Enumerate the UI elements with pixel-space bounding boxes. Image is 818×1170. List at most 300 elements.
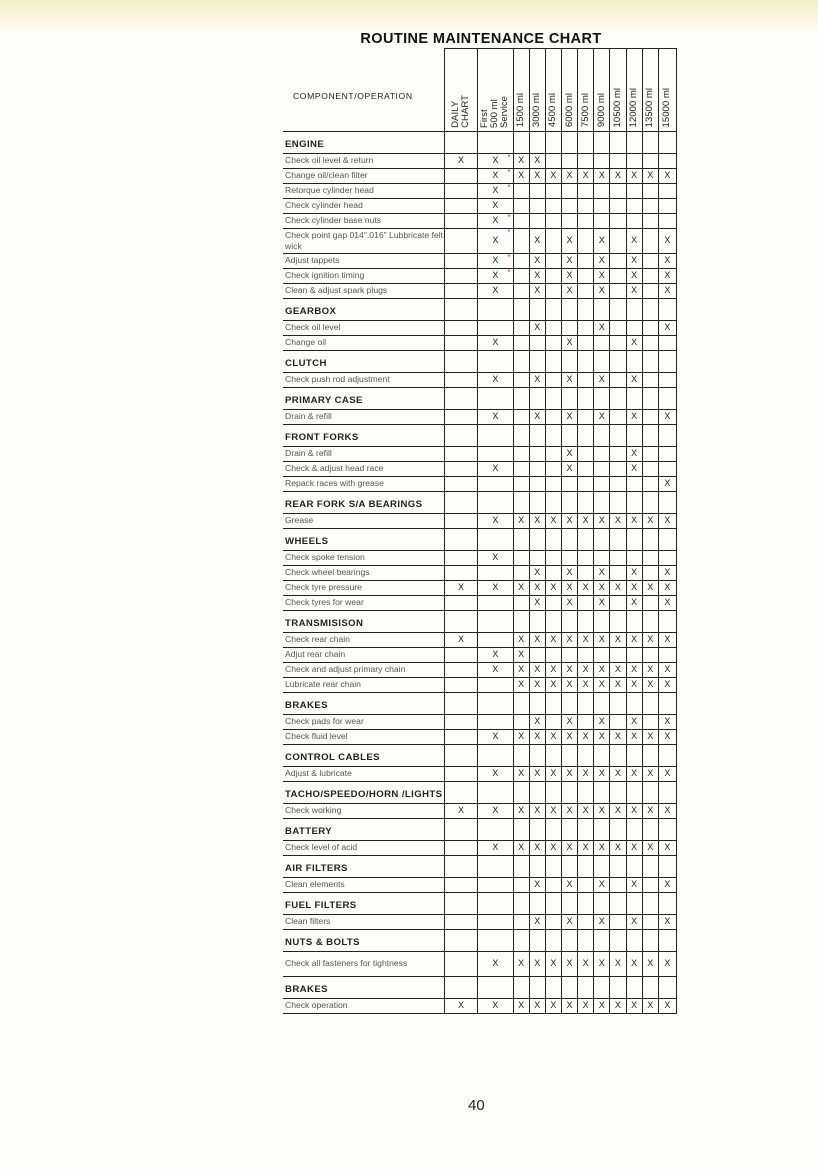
- interval-cell: [478, 283, 513, 298]
- grid-cell: [658, 610, 676, 632]
- interval-cell: [658, 168, 676, 183]
- interval-cell: [578, 372, 594, 387]
- interval-mark: X: [664, 634, 671, 644]
- interval-cell: [529, 803, 545, 818]
- grid-cell: [513, 692, 529, 714]
- interval-mark: X: [534, 731, 541, 741]
- grid-cell: [626, 892, 642, 914]
- interval-cell: [658, 647, 676, 662]
- interval-cell: [545, 714, 561, 729]
- interval-cell: [610, 840, 626, 855]
- interval-cell: [478, 168, 513, 183]
- grid-cell: [513, 855, 529, 877]
- grid-cell: [578, 298, 594, 320]
- grid-cell: [561, 692, 577, 714]
- interval-cell: [513, 677, 529, 692]
- interval-cell: [578, 951, 594, 976]
- interval-cell: [561, 268, 577, 283]
- grid-cell: [642, 424, 658, 446]
- interval-mark: X: [631, 634, 638, 644]
- col-header-3000: 3000 ml: [529, 49, 545, 132]
- interval-cell: [513, 409, 529, 424]
- interval-mark: X: [664, 842, 671, 852]
- grid-cell: [513, 744, 529, 766]
- section-header-row: [283, 424, 677, 446]
- interval-cell: [610, 513, 626, 528]
- interval-mark: X: [458, 155, 465, 165]
- operation-label: Check wheel bearings: [283, 565, 444, 580]
- interval-cell: [594, 153, 610, 168]
- interval-cell: [578, 153, 594, 168]
- interval-cell: [658, 803, 676, 818]
- section-heading: GEARBOX: [283, 298, 444, 320]
- interval-cell: [642, 647, 658, 662]
- interval-cell: [642, 677, 658, 692]
- grid-cell: [642, 929, 658, 951]
- interval-cell: [578, 714, 594, 729]
- interval-cell: [529, 268, 545, 283]
- interval-mark: X: [647, 731, 654, 741]
- interval-cell: [513, 213, 529, 228]
- grid-cell: [658, 424, 676, 446]
- interval-cell: [561, 283, 577, 298]
- interval-mark: X: [631, 916, 638, 926]
- interval-mark: X: [664, 170, 671, 180]
- interval-mark: X: [534, 664, 541, 674]
- interval-mark: X: [631, 768, 638, 778]
- operation-label: Lubricate rear chain: [283, 677, 444, 692]
- interval-cell: [478, 335, 513, 350]
- grid-cell: [444, 131, 477, 153]
- interval-cell: [642, 213, 658, 228]
- grid-cell: [513, 929, 529, 951]
- interval-cell: [658, 513, 676, 528]
- interval-cell: [478, 662, 513, 677]
- grid-cell: [594, 298, 610, 320]
- section-header-row: [283, 976, 677, 998]
- interval-mark: X: [534, 270, 541, 280]
- grid-cell: [658, 350, 676, 372]
- table-row: [283, 840, 677, 855]
- interval-cell: [642, 632, 658, 647]
- interval-mark: X: [631, 879, 638, 889]
- interval-cell: [513, 595, 529, 610]
- table-row: [283, 632, 677, 647]
- col-header-6000: 6000 ml: [561, 49, 577, 132]
- section-header-row: [283, 744, 677, 766]
- interval-cell: [444, 595, 477, 610]
- table-row: [283, 662, 677, 677]
- interval-mark: X: [647, 664, 654, 674]
- grid-cell: [578, 818, 594, 840]
- interval-cell: [444, 550, 477, 565]
- interval-mark: X: [664, 768, 671, 778]
- interval-cell: [444, 662, 477, 677]
- interval-cell: [513, 253, 529, 268]
- interval-cell: [642, 446, 658, 461]
- interval-mark: X: [664, 679, 671, 689]
- table-row: [283, 729, 677, 744]
- grid-cell: [610, 298, 626, 320]
- interval-cell: [529, 213, 545, 228]
- interval-cell: [561, 183, 577, 198]
- grid-cell: [529, 692, 545, 714]
- interval-cell: [478, 840, 513, 855]
- interval-cell: [529, 283, 545, 298]
- interval-cell: [594, 268, 610, 283]
- interval-mark: X: [534, 768, 541, 778]
- grid-cell: [513, 387, 529, 409]
- grid-cell: [545, 610, 561, 632]
- interval-mark: X: [631, 1000, 638, 1010]
- interval-cell: [626, 228, 642, 253]
- interval-cell: [529, 677, 545, 692]
- table-row: [283, 513, 677, 528]
- interval-cell: [594, 595, 610, 610]
- interval-cell: [642, 198, 658, 213]
- grid-cell: [594, 424, 610, 446]
- interval-cell: [478, 580, 513, 595]
- interval-cell: [594, 951, 610, 976]
- operation-label: Clean filters: [283, 914, 444, 929]
- interval-cell: [545, 268, 561, 283]
- interval-mark: X: [664, 478, 671, 488]
- interval-cell: [626, 253, 642, 268]
- grid-cell: [529, 781, 545, 803]
- interval-cell: [642, 461, 658, 476]
- grid-cell: [610, 610, 626, 632]
- interval-cell: [594, 409, 610, 424]
- interval-cell: [513, 877, 529, 892]
- interval-cell: [658, 461, 676, 476]
- grid-cell: [626, 744, 642, 766]
- interval-cell: [578, 914, 594, 929]
- grid-cell: [561, 855, 577, 877]
- interval-mark: X: [598, 716, 605, 726]
- interval-cell: [658, 677, 676, 692]
- interval-cell: [610, 253, 626, 268]
- interval-cell: [642, 877, 658, 892]
- chart-title: ROUTINE MAINTENANCE CHART: [360, 31, 602, 47]
- interval-cell: [561, 914, 577, 929]
- grid-cell: [642, 298, 658, 320]
- interval-cell: [529, 335, 545, 350]
- interval-mark: X: [582, 1000, 589, 1010]
- section-header-row: [283, 892, 677, 914]
- interval-cell: [626, 632, 642, 647]
- interval-mark: X: [647, 1000, 654, 1010]
- asterisk-mark: *: [507, 152, 511, 162]
- interval-mark: X: [492, 805, 499, 815]
- interval-cell: [561, 632, 577, 647]
- asterisk-mark: *: [507, 252, 511, 262]
- interval-cell: [545, 677, 561, 692]
- interval-mark: X: [664, 664, 671, 674]
- interval-mark: X: [518, 842, 525, 852]
- interval-cell: [594, 632, 610, 647]
- interval-mark: X: [664, 235, 671, 245]
- interval-mark: X: [631, 567, 638, 577]
- table-row: [283, 283, 677, 298]
- interval-cell: [578, 268, 594, 283]
- interval-mark: X: [614, 768, 621, 778]
- grid-cell: [444, 976, 477, 998]
- interval-mark: X: [631, 842, 638, 852]
- interval-cell: [610, 662, 626, 677]
- grid-cell: [561, 387, 577, 409]
- interval-cell: [658, 446, 676, 461]
- interval-cell: [642, 803, 658, 818]
- grid-cell: [561, 892, 577, 914]
- interval-cell: [478, 213, 513, 228]
- section-heading: ENGINE: [283, 131, 444, 153]
- interval-mark: X: [518, 634, 525, 644]
- interval-cell: [561, 677, 577, 692]
- interval-cell: [626, 213, 642, 228]
- interval-cell: [478, 409, 513, 424]
- interval-cell: [594, 803, 610, 818]
- grid-cell: [561, 491, 577, 513]
- interval-cell: [561, 320, 577, 335]
- interval-cell: [594, 461, 610, 476]
- grid-cell: [658, 387, 676, 409]
- interval-cell: [626, 677, 642, 692]
- interval-mark: X: [631, 463, 638, 473]
- interval-mark: X: [598, 768, 605, 778]
- interval-mark: X: [566, 515, 573, 525]
- interval-cell: [578, 198, 594, 213]
- interval-mark: X: [566, 337, 573, 347]
- interval-cell: [478, 476, 513, 491]
- interval-cell: [578, 168, 594, 183]
- grid-cell: [626, 929, 642, 951]
- interval-mark: X: [631, 716, 638, 726]
- interval-cell: [594, 662, 610, 677]
- grid-cell: [561, 610, 577, 632]
- interval-cell: [658, 914, 676, 929]
- section-heading: BATTERY: [283, 818, 444, 840]
- interval-cell: [642, 168, 658, 183]
- interval-cell: [594, 565, 610, 580]
- interval-mark: X: [582, 842, 589, 852]
- interval-cell: [478, 565, 513, 580]
- interval-cell: [513, 840, 529, 855]
- interval-cell: [545, 550, 561, 565]
- grid-cell: [594, 818, 610, 840]
- asterisk-mark: *: [507, 167, 511, 177]
- grid-cell: [578, 892, 594, 914]
- interval-mark: X: [614, 634, 621, 644]
- interval-cell: [444, 283, 477, 298]
- interval-mark: X: [566, 842, 573, 852]
- grid-cell: [529, 744, 545, 766]
- interval-cell: [610, 461, 626, 476]
- interval-cell: [561, 372, 577, 387]
- interval-mark: X: [492, 731, 499, 741]
- interval-cell: [513, 580, 529, 595]
- interval-mark: X: [647, 634, 654, 644]
- maintenance-chart: [283, 48, 677, 1066]
- interval-mark: X: [534, 958, 541, 968]
- interval-mark: X: [582, 664, 589, 674]
- interval-cell: [478, 647, 513, 662]
- interval-cell: [658, 714, 676, 729]
- grid-cell: [610, 929, 626, 951]
- grid-cell: [561, 976, 577, 998]
- interval-cell: [444, 253, 477, 268]
- interval-cell: [478, 198, 513, 213]
- section-header-row: [283, 781, 677, 803]
- interval-cell: [642, 335, 658, 350]
- interval-cell: [594, 372, 610, 387]
- grid-cell: [658, 818, 676, 840]
- interval-mark: X: [492, 270, 499, 280]
- interval-mark: X: [598, 597, 605, 607]
- interval-mark: X: [518, 664, 525, 674]
- interval-cell: [545, 729, 561, 744]
- interval-cell: [610, 580, 626, 595]
- interval-cell: [444, 714, 477, 729]
- interval-mark: X: [518, 805, 525, 815]
- interval-cell: [626, 729, 642, 744]
- interval-cell: [561, 198, 577, 213]
- interval-cell: [658, 372, 676, 387]
- interval-cell: [561, 565, 577, 580]
- col-header-first-service: First 500 ml Service: [478, 49, 513, 132]
- interval-cell: [658, 580, 676, 595]
- interval-cell: [478, 268, 513, 283]
- interval-cell: [444, 840, 477, 855]
- interval-cell: [642, 283, 658, 298]
- operation-label: Clean & adjust spark plugs: [283, 283, 444, 298]
- table-row: [283, 580, 677, 595]
- interval-cell: [658, 198, 676, 213]
- interval-cell: [513, 183, 529, 198]
- interval-mark: X: [534, 255, 541, 265]
- interval-cell: [529, 372, 545, 387]
- interval-mark: X: [664, 582, 671, 592]
- interval-cell: [610, 565, 626, 580]
- grid-cell: [626, 692, 642, 714]
- table-row: [283, 550, 677, 565]
- interval-mark: X: [492, 374, 499, 384]
- interval-cell: [444, 914, 477, 929]
- interval-cell: [658, 320, 676, 335]
- interval-cell: [642, 409, 658, 424]
- interval-cell: [642, 914, 658, 929]
- interval-cell: [658, 228, 676, 253]
- interval-cell: [529, 998, 545, 1013]
- grid-cell: [478, 744, 513, 766]
- grid-cell: [658, 744, 676, 766]
- interval-mark: X: [664, 285, 671, 295]
- interval-cell: [529, 647, 545, 662]
- grid-cell: [444, 387, 477, 409]
- interval-mark: X: [566, 235, 573, 245]
- interval-cell: [578, 632, 594, 647]
- interval-mark: X: [492, 649, 499, 659]
- grid-cell: [626, 818, 642, 840]
- interval-cell: [478, 677, 513, 692]
- interval-cell: [545, 951, 561, 976]
- interval-cell: [626, 335, 642, 350]
- table-row: [283, 461, 677, 476]
- grid-cell: [642, 744, 658, 766]
- operation-label: Check cylinder base nuts: [283, 213, 444, 228]
- grid-cell: [610, 424, 626, 446]
- table-row: [283, 372, 677, 387]
- interval-mark: X: [492, 552, 499, 562]
- interval-cell: [594, 283, 610, 298]
- interval-cell: [658, 632, 676, 647]
- interval-cell: [610, 268, 626, 283]
- grid-cell: [444, 528, 477, 550]
- grid-cell: [626, 855, 642, 877]
- interval-mark: X: [534, 879, 541, 889]
- section-header-row: [283, 610, 677, 632]
- interval-cell: [561, 228, 577, 253]
- interval-mark: X: [550, 805, 557, 815]
- column-header-row: [283, 49, 677, 132]
- interval-mark: X: [631, 958, 638, 968]
- interval-mark: X: [664, 805, 671, 815]
- interval-cell: [561, 461, 577, 476]
- interval-mark: X: [534, 322, 541, 332]
- interval-mark: X: [598, 1000, 605, 1010]
- grid-cell: [658, 131, 676, 153]
- interval-cell: [478, 951, 513, 976]
- interval-mark: X: [631, 374, 638, 384]
- grid-cell: [578, 387, 594, 409]
- interval-cell: [578, 595, 594, 610]
- interval-cell: [561, 803, 577, 818]
- interval-cell: [545, 513, 561, 528]
- interval-mark: X: [518, 731, 525, 741]
- section-header-row: [283, 131, 677, 153]
- interval-cell: [513, 550, 529, 565]
- grid-cell: [513, 781, 529, 803]
- grid-cell: [642, 387, 658, 409]
- grid-cell: [610, 528, 626, 550]
- interval-mark: X: [582, 515, 589, 525]
- grid-cell: [529, 818, 545, 840]
- interval-cell: [529, 461, 545, 476]
- interval-cell: [529, 153, 545, 168]
- interval-cell: [444, 183, 477, 198]
- interval-cell: [594, 228, 610, 253]
- section-header-row: [283, 350, 677, 372]
- interval-mark: X: [518, 649, 525, 659]
- grid-cell: [529, 387, 545, 409]
- grid-cell: [578, 491, 594, 513]
- interval-mark: X: [492, 958, 499, 968]
- interval-cell: [626, 446, 642, 461]
- interval-cell: [610, 335, 626, 350]
- table-row: [283, 877, 677, 892]
- asterisk-mark: *: [507, 227, 511, 237]
- grid-cell: [626, 610, 642, 632]
- interval-mark: X: [566, 597, 573, 607]
- interval-cell: [642, 153, 658, 168]
- interval-cell: [444, 228, 477, 253]
- interval-mark: X: [566, 374, 573, 384]
- interval-mark: X: [458, 805, 465, 815]
- interval-cell: [478, 729, 513, 744]
- interval-cell: [545, 476, 561, 491]
- interval-cell: [610, 951, 626, 976]
- grid-cell: [529, 976, 545, 998]
- interval-mark: X: [598, 731, 605, 741]
